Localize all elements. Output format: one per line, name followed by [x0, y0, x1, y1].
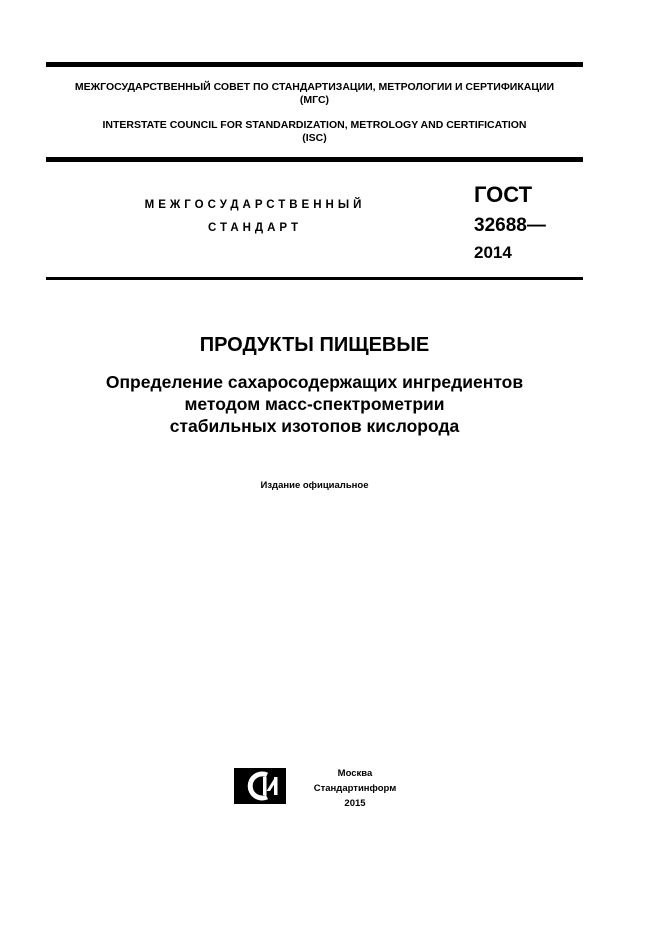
- thin-rule: [46, 277, 583, 280]
- subtitle-line3: стабильных изотопов кислорода: [169, 416, 460, 436]
- subtitle-line1: Определение сахаросодержащих ингредиентов: [105, 372, 524, 392]
- publisher-block: [300, 766, 410, 811]
- standard-type-line1: МЕЖГОСУДАРСТВЕННЫЙ: [144, 199, 366, 211]
- gost-number: 32688—: [474, 215, 546, 236]
- publisher-city: Москва: [337, 768, 373, 779]
- publisher-year: 2015: [344, 798, 366, 809]
- subtitle-line2: методом масс-спектрометрии: [184, 394, 445, 414]
- top-rule: [46, 62, 583, 67]
- document-subtitle: [46, 371, 583, 437]
- council-en-abbr: (ISC): [302, 132, 327, 144]
- gost-year: 2014: [474, 243, 512, 262]
- standard-type-line2: СТАНДАРТ: [208, 222, 302, 234]
- council-ru: [46, 81, 583, 107]
- council-ru-name: МЕЖГОСУДАРСТВЕННЫЙ СОВЕТ ПО СТАНДАРТИЗАЦИИ, МЕТРОЛОГИИ И СЕРТИФИКАЦИИ: [74, 81, 555, 93]
- gost-designation: ГОСТ: [474, 182, 533, 207]
- standartinform-logo-icon: [233, 767, 287, 805]
- council-en: [46, 119, 583, 145]
- middle-rule: [46, 157, 583, 162]
- council-en-name: INTERSTATE COUNCIL FOR STANDARDIZATION, METROLOGY AND CERTIFICATION: [102, 119, 527, 131]
- edition-note: Издание официальное: [260, 480, 369, 491]
- document-title: ПРОДУКТЫ ПИЩЕВЫЕ: [199, 334, 430, 356]
- publisher-name: Стандартинформ: [313, 783, 397, 794]
- council-ru-abbr: (МГС): [299, 94, 330, 106]
